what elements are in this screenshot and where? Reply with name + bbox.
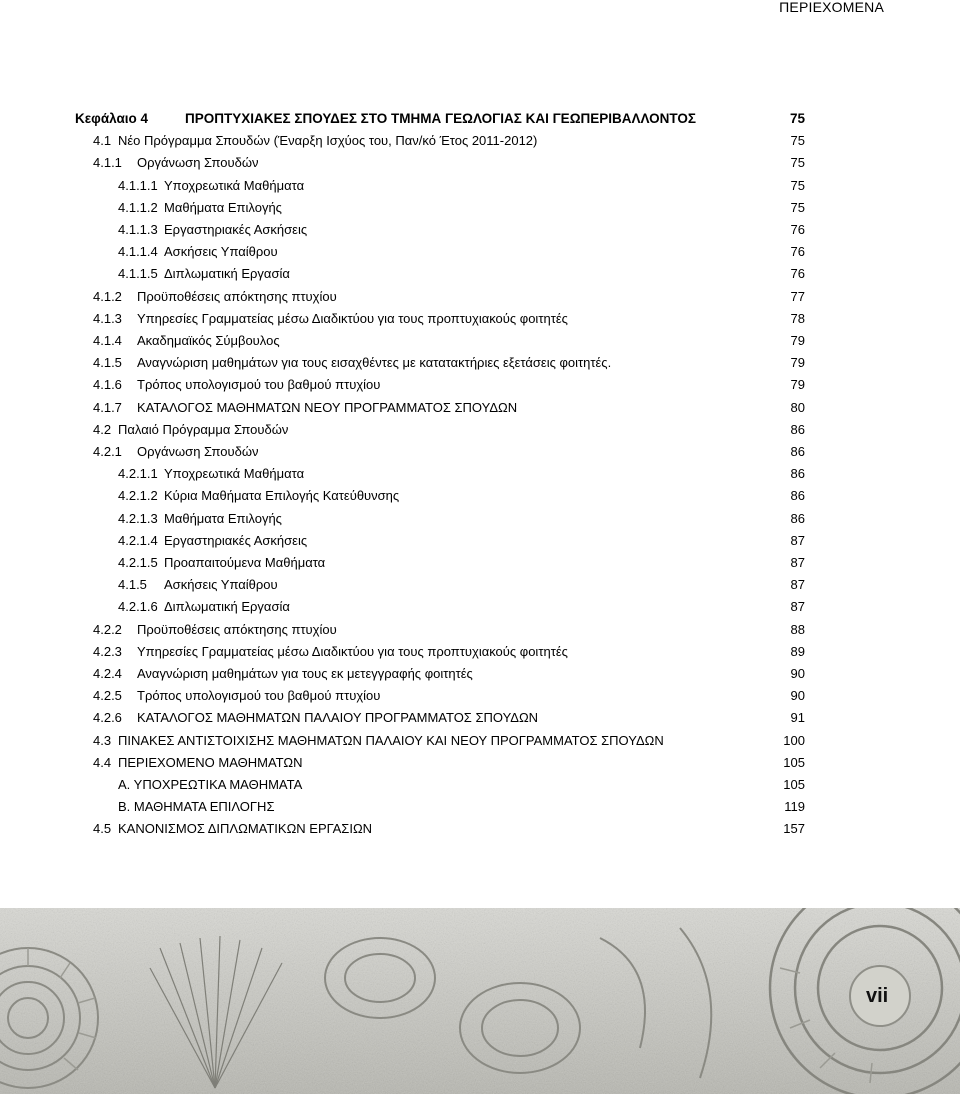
- toc-entry-page: 76: [790, 222, 805, 237]
- toc-entry-title: Ακαδημαϊκός Σύμβουλος: [137, 333, 280, 348]
- toc-entry-number: 4.4: [93, 755, 112, 770]
- toc-entry[interactable]: [0, 685, 960, 707]
- toc-entry-number: 4.2: [93, 422, 112, 437]
- toc-entry[interactable]: [0, 485, 960, 507]
- toc-entry-page: 105: [783, 777, 805, 792]
- toc-entry-page: 86: [790, 488, 805, 503]
- toc-entry-number: 4.2.1.6: [118, 599, 158, 614]
- toc-entry-title: Β. ΜΑΘΗΜΑΤΑ ΕΠΙΛΟΓΗΣ: [118, 799, 275, 814]
- toc-entry-title: Εργαστηριακές Ασκήσεις: [164, 533, 308, 548]
- toc-entry-number: 4.1.1.4: [118, 244, 158, 259]
- toc-entry[interactable]: [0, 152, 960, 174]
- toc-entry-page: 87: [790, 577, 805, 592]
- toc-entry-title: Ασκήσεις Υπαίθρου: [164, 577, 278, 592]
- toc-entry[interactable]: [0, 197, 960, 219]
- toc-entry-title: Εργαστηριακές Ασκήσεις: [164, 222, 308, 237]
- toc-entry-page: 157: [783, 821, 805, 836]
- toc-entry[interactable]: [0, 619, 960, 641]
- toc-entry-page: 88: [790, 622, 805, 637]
- toc-entry-title: ΠΡΟΠΤΥΧΙΑΚΕΣ ΣΠΟΥΔΕΣ ΣΤΟ ΤΜΗΜΑ ΓΕΩΛΟΓΙΑΣ ΚΑΙ ΓΕΩΠΕΡΙΒΑΛΛΟΝΤΟΣ: [185, 111, 697, 126]
- toc-entry[interactable]: [0, 441, 960, 463]
- toc-entry-page: 90: [790, 666, 805, 681]
- toc-entry[interactable]: [0, 552, 960, 574]
- toc-entry[interactable]: [0, 574, 960, 596]
- toc-entry-number: 4.1.2: [93, 289, 122, 304]
- toc-entry[interactable]: [0, 175, 960, 197]
- toc-entry-page: 89: [790, 644, 805, 659]
- toc-entry-title: Κύρια Μαθήματα Επιλογής Κατεύθυνσης: [164, 488, 400, 503]
- toc-entry[interactable]: [0, 374, 960, 396]
- toc-entry-number: Κεφάλαιο 4: [75, 111, 149, 126]
- toc-entry-number: 4.2.3: [93, 644, 122, 659]
- toc-entry[interactable]: [0, 130, 960, 152]
- toc-entry[interactable]: [0, 530, 960, 552]
- toc-entry[interactable]: [0, 463, 960, 485]
- toc-entry-title: Υποχρεωτικά Μαθήματα: [164, 178, 305, 193]
- toc-entry-title: Ασκήσεις Υπαίθρου: [164, 244, 278, 259]
- toc-entry-number: 4.2.4: [93, 666, 122, 681]
- toc-entry[interactable]: [0, 818, 960, 840]
- toc-entry-page: 77: [790, 289, 805, 304]
- toc-entry-number: 4.1: [93, 133, 112, 148]
- toc-entry-page: 86: [790, 422, 805, 437]
- toc-entry[interactable]: [0, 419, 960, 441]
- toc-entry-page: 86: [790, 466, 805, 481]
- toc-entry-page: 76: [790, 266, 805, 281]
- toc-entry-title: Οργάνωση Σπουδών: [137, 155, 259, 170]
- toc-entry-title: Μαθήματα Επιλογής: [164, 511, 282, 526]
- toc-entry-page: 75: [790, 200, 805, 215]
- toc-entry[interactable]: [0, 641, 960, 663]
- toc-entry[interactable]: [0, 286, 960, 308]
- toc-entry-number: 4.1.1: [93, 155, 122, 170]
- toc-entry-number: 4.1.1.1: [118, 178, 158, 193]
- toc-entry-page: 79: [790, 333, 805, 348]
- toc-entry-number: 4.2.1.1: [118, 466, 158, 481]
- toc-entry[interactable]: [0, 707, 960, 729]
- toc-entry[interactable]: [0, 730, 960, 752]
- toc-entry-number: 4.1.1.5: [118, 266, 158, 281]
- toc-entry-title: Αναγνώριση μαθημάτων για τους εισαχθέντες με κατατακτήριες εξετάσεις φοιτητές.: [137, 355, 612, 370]
- toc-entry-page: 79: [790, 377, 805, 392]
- toc-entry-title: Διπλωματική Εργασία: [164, 599, 290, 614]
- toc-entry-number: 4.1.1.2: [118, 200, 158, 215]
- toc-entry-number: 4.2.1.3: [118, 511, 158, 526]
- toc-entry[interactable]: [0, 308, 960, 330]
- toc-entry-title: ΚΑΤΑΛΟΓΟΣ ΜΑΘΗΜΑΤΩΝ ΝΕΟΥ ΠΡΟΓΡΑΜΜΑΤΟΣ ΣΠΟΥΔΩΝ: [137, 400, 518, 415]
- toc-entry-number: 4.3: [93, 733, 112, 748]
- toc-entry-number: 4.2.1.4: [118, 533, 158, 548]
- toc-entry-number: 4.2.5: [93, 688, 122, 703]
- toc-entry-page: 75: [789, 111, 805, 126]
- toc-entry-title: Υποχρεωτικά Μαθήματα: [164, 466, 305, 481]
- fossil-texture-image: [0, 908, 960, 1094]
- toc-entry-title: Διπλωματική Εργασία: [164, 266, 290, 281]
- toc-entry-number: 4.5: [93, 821, 112, 836]
- toc-entry-page: 75: [790, 155, 805, 170]
- toc-entry[interactable]: [0, 330, 960, 352]
- toc-entry-title: Υπηρεσίες Γραμματείας μέσω Διαδικτύου για τους προπτυχιακούς φοιτητές: [137, 311, 568, 326]
- toc-entry-title: Οργάνωση Σπουδών: [137, 444, 259, 459]
- toc-entry[interactable]: [0, 596, 960, 618]
- decorative-fossil-banner: [0, 908, 960, 1094]
- toc-entry-title: Νέο Πρόγραμμα Σπουδών (Έναρξη Ισχύος του, Παν/κό Έτος 2011-2012): [118, 133, 538, 148]
- toc-entry-title: Μαθήματα Επιλογής: [164, 200, 282, 215]
- toc-entry-page: 78: [790, 311, 805, 326]
- toc-entry-page: 76: [790, 244, 805, 259]
- toc-entry-title: ΠΙΝΑΚΕΣ ΑΝΤΙΣΤΟΙΧΙΣΗΣ ΜΑΘΗΜΑΤΩΝ ΠΑΛΑΙΟΥ ΚΑΙ ΝΕΟΥ ΠΡΟΓΡΑΜΜΑΤΟΣ ΣΠΟΥΔΩΝ: [118, 733, 664, 748]
- toc-entry-title: Προϋποθέσεις απόκτησης πτυχίου: [137, 622, 337, 637]
- toc-entry-title: Προϋποθέσεις απόκτησης πτυχίου: [137, 289, 337, 304]
- toc-entry-page: 86: [790, 511, 805, 526]
- toc-entry-page: 119: [784, 799, 805, 814]
- toc-entry[interactable]: [0, 774, 960, 796]
- toc-entry-page: 105: [783, 755, 805, 770]
- toc-entry-page: 80: [790, 400, 805, 415]
- toc-entry-title: Α. ΥΠΟΧΡΕΩΤΙΚΑ ΜΑΘΗΜΑΤΑ: [118, 777, 303, 792]
- toc-entry-number: 4.1.1.3: [118, 222, 158, 237]
- toc-entry-page: 91: [790, 710, 805, 725]
- toc-entry-page: 75: [790, 133, 805, 148]
- toc-entry[interactable]: [0, 752, 960, 774]
- toc-entry-title: ΚΑΝΟΝΙΣΜΟΣ ΔΙΠΛΩΜΑΤΙΚΩΝ ΕΡΓΑΣΙΩΝ: [118, 821, 373, 836]
- toc-entry-number: 4.2.1: [93, 444, 122, 459]
- toc-entry[interactable]: [0, 796, 960, 818]
- toc-entry-title: Αναγνώριση μαθημάτων για τους εκ μετεγγραφής φοιτητές: [137, 666, 473, 681]
- toc-entry-page: 86: [790, 444, 805, 459]
- toc-entry[interactable]: [0, 352, 960, 374]
- toc-entry[interactable]: [0, 508, 960, 530]
- toc-entry-number: 4.1.4: [93, 333, 122, 348]
- toc-entry-number: 4.2.1.2: [118, 488, 158, 503]
- toc-entry-number: 4.2.2: [93, 622, 122, 637]
- toc-entry-title: Υπηρεσίες Γραμματείας μέσω Διαδικτύου για τους προπτυχιακούς φοιτητές: [137, 644, 568, 659]
- toc-entry-number: 4.1.7: [93, 400, 122, 415]
- toc-entry-title: Προαπαιτούμενα Μαθήματα: [164, 555, 326, 570]
- toc-entry-number: 4.2.1.5: [118, 555, 158, 570]
- toc-entry-number: 4.1.5: [93, 355, 122, 370]
- toc-entry-page: 100: [783, 733, 805, 748]
- toc-entry[interactable]: [0, 241, 960, 263]
- toc-entry-page: 75: [790, 178, 805, 193]
- toc-entry-title: Τρόπος υπολογισμού του βαθμού πτυχίου: [137, 377, 381, 392]
- toc-entry-title: ΚΑΤΑΛΟΓΟΣ ΜΑΘΗΜΑΤΩΝ ΠΑΛΑΙΟΥ ΠΡΟΓΡΑΜΜΑΤΟΣ ΣΠΟΥΔΩΝ: [137, 710, 539, 725]
- toc-entry[interactable]: [0, 663, 960, 685]
- section-header: ΠΕΡΙΕΧΟΜΕΝΑ: [779, 0, 884, 15]
- toc-entry-title: ΠΕΡΙΕΧΟΜΕΝΟ ΜΑΘΗΜΑΤΩΝ: [118, 755, 303, 770]
- toc-entry-page: 87: [790, 555, 805, 570]
- toc-entry-title: Τρόπος υπολογισμού του βαθμού πτυχίου: [137, 688, 381, 703]
- toc-entry-page: 79: [790, 355, 805, 370]
- toc-entry[interactable]: [0, 397, 960, 419]
- toc-entry[interactable]: [0, 219, 960, 241]
- toc-entry-number: 4.1.3: [93, 311, 122, 326]
- toc-entry-page: 90: [790, 688, 805, 703]
- toc-entry-number: 4.1.6: [93, 377, 122, 392]
- toc-entry[interactable]: [0, 263, 960, 285]
- toc-entry-page: 87: [790, 599, 805, 614]
- page-number: vii: [866, 985, 889, 1007]
- toc-entry-number: 4.2.6: [93, 710, 122, 725]
- toc-entry[interactable]: [0, 108, 960, 130]
- toc-entry-number: 4.1.5: [118, 577, 147, 592]
- toc-entry-title: Παλαιό Πρόγραμμα Σπουδών: [118, 422, 289, 437]
- toc-entry-page: 87: [790, 533, 805, 548]
